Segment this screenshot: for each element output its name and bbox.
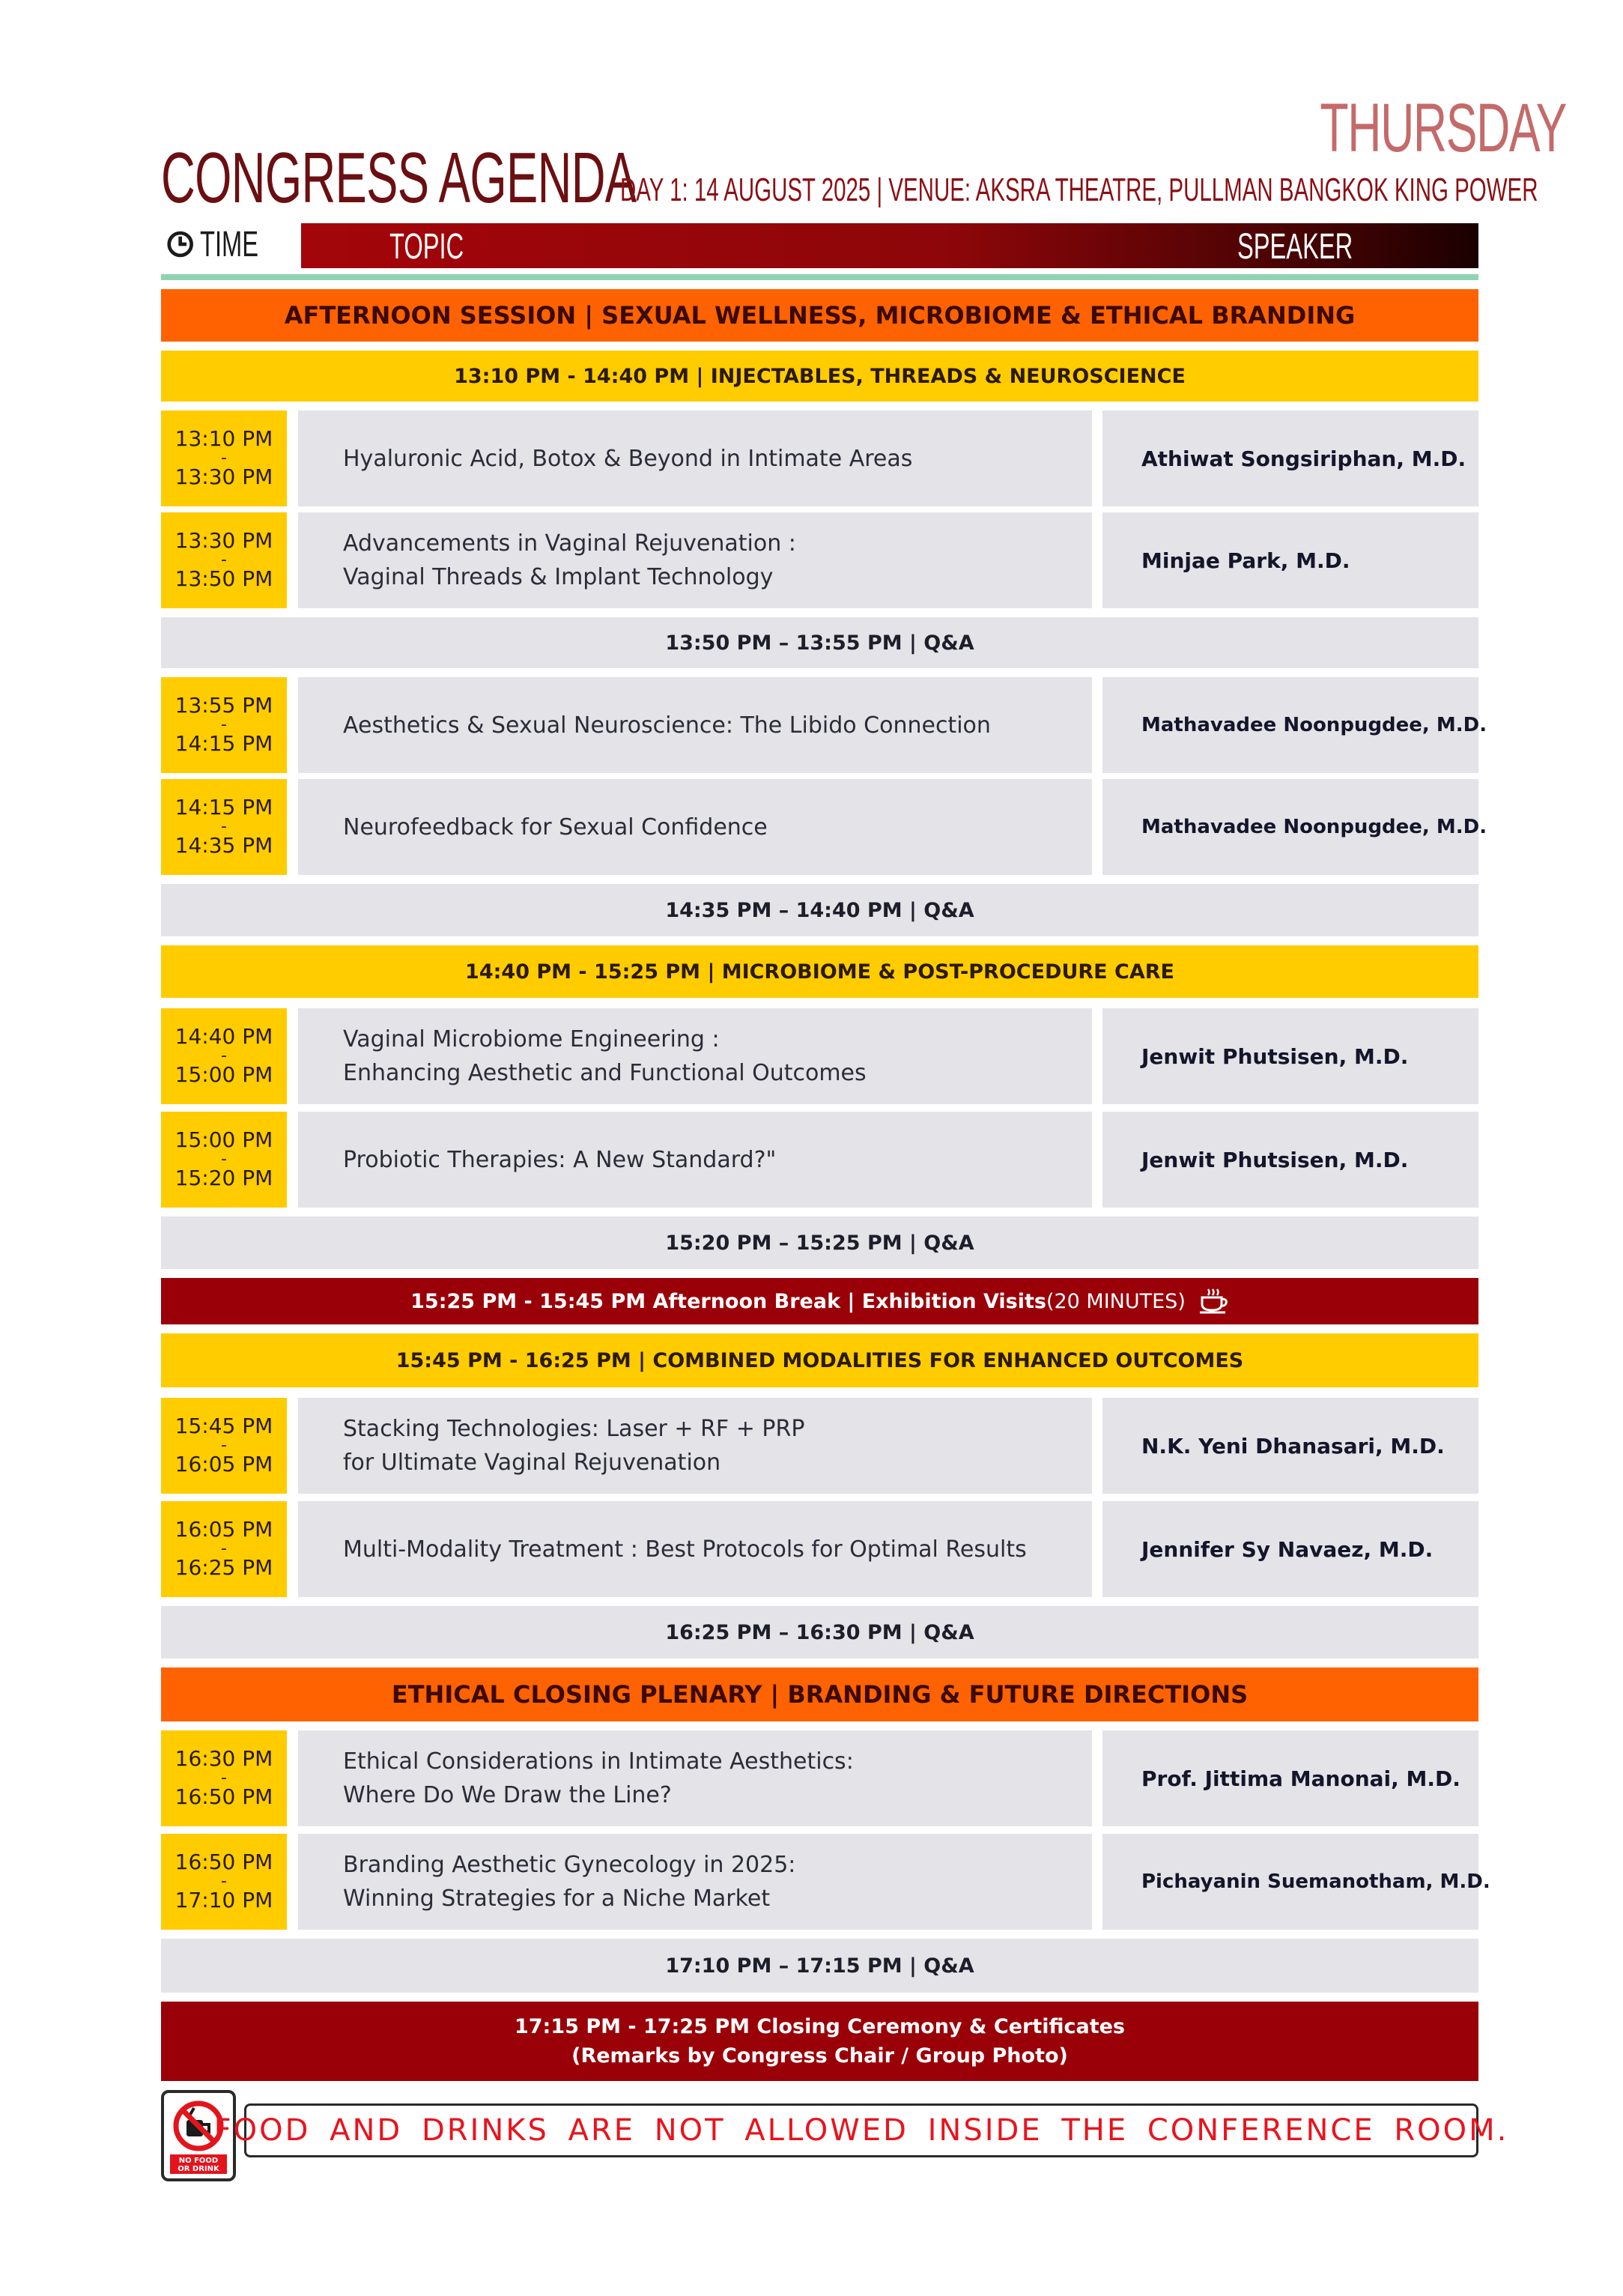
speaker-cell xyxy=(1102,1112,1478,1208)
topic-cell xyxy=(298,1112,1092,1208)
food-notice xyxy=(213,2103,1509,2157)
topic-line: Hyaluronic Acid, Botox & Beyond in Intimate Areas xyxy=(343,445,913,472)
speaker-cell xyxy=(1102,1501,1478,1597)
block-header-injectables xyxy=(161,351,1478,402)
topic-line-2: Winning Strategies for a Niche Market xyxy=(343,1885,771,1912)
end-time: 15:20 PM xyxy=(175,1165,273,1190)
topic-cell xyxy=(298,1730,1092,1826)
qa-row xyxy=(161,1939,1478,1993)
speaker-name: N.K. Yeni Dhanasari, M.D. xyxy=(1141,1433,1445,1459)
speaker-cell xyxy=(1102,1834,1490,1930)
topic-cell xyxy=(298,512,1092,608)
speaker-name: Mathavadee Noonpugdee, M.D. xyxy=(1141,816,1487,838)
column-header-bar xyxy=(301,223,1478,268)
speaker-cell xyxy=(1102,779,1487,875)
time-cell xyxy=(161,1730,287,1826)
session-header-afternoon xyxy=(161,289,1478,342)
end-time: 13:50 PM xyxy=(175,566,273,591)
speaker-cell xyxy=(1102,1008,1478,1104)
start-time: 16:05 PM xyxy=(175,1517,273,1542)
topic-cell xyxy=(298,779,1092,875)
sign-text-1: NO FOOD xyxy=(178,2157,219,2165)
end-time: 15:00 PM xyxy=(175,1061,273,1087)
time-separator: - xyxy=(221,1872,227,1891)
speaker-cell xyxy=(1102,1398,1478,1494)
start-time: 14:15 PM xyxy=(175,795,273,820)
block-header-label: 15:45 PM - 16:25 PM | COMBINED MODALITIES FOR ENHANCED OUTCOMES xyxy=(395,1348,1244,1372)
time-cell xyxy=(161,1834,287,1930)
speaker-name: Minjae Park, M.D. xyxy=(1141,548,1350,573)
closing-line-2: (Remarks by Congress Chair / Group Photo) xyxy=(571,2044,1068,2068)
clock-icon xyxy=(166,229,194,259)
topic-line-2: Enhancing Aesthetic and Functional Outcomes xyxy=(343,1060,867,1086)
time-column-header xyxy=(166,223,286,265)
topic-cell xyxy=(298,1834,1092,1930)
end-time: 16:50 PM xyxy=(175,1784,273,1809)
time-separator: - xyxy=(221,715,227,735)
qa-label: 13:50 PM – 13:55 PM | Q&A xyxy=(665,631,974,655)
page-subtitle: DAY 1: 14 AUGUST 2025 | VENUE: AKSRA THEATRE, PULLMAN BANGKOK KING POWER xyxy=(620,172,1538,208)
end-time: 17:10 PM xyxy=(175,1887,273,1912)
speaker-cell xyxy=(1102,677,1487,773)
topic-line: Multi-Modality Treatment : Best Protocols for Optimal Results xyxy=(343,1536,1027,1563)
block-header-label: 14:40 PM - 15:25 PM | MICROBIOME & POST-PROCEDURE CARE xyxy=(465,960,1174,984)
qa-row xyxy=(161,617,1478,668)
topic-line: Aesthetics & Sexual Neuroscience: The Libido Connection xyxy=(343,712,991,739)
start-time: 13:10 PM xyxy=(175,426,273,452)
time-cell xyxy=(161,1112,287,1208)
time-separator: - xyxy=(221,1150,227,1169)
speaker-cell xyxy=(1102,1730,1478,1826)
time-cell xyxy=(161,677,287,773)
topic-line: Branding Aesthetic Gynecology in 2025: xyxy=(343,1852,796,1878)
topic-line-2: Vaginal Threads & Implant Technology xyxy=(343,564,774,590)
speaker-cell xyxy=(1102,512,1478,608)
start-time: 13:55 PM xyxy=(175,693,273,718)
time-cell xyxy=(161,1398,287,1494)
session-header-label: ETHICAL CLOSING PLENARY | BRANDING & FUTURE DIRECTIONS xyxy=(391,1680,1249,1709)
sign-text-2: OR DRINK xyxy=(178,2165,219,2173)
speaker-name: Prof. Jittima Manonai, M.D. xyxy=(1141,1766,1460,1791)
break-row xyxy=(161,1278,1478,1324)
speaker-name: Jennifer Sy Navaez, M.D. xyxy=(1141,1536,1434,1562)
session-header-closing xyxy=(161,1668,1478,1721)
time-separator: - xyxy=(221,817,227,837)
qa-row xyxy=(161,884,1478,936)
start-time: 16:50 PM xyxy=(175,1850,273,1875)
end-time: 14:35 PM xyxy=(175,832,273,858)
qa-row xyxy=(161,1217,1478,1269)
topic-line: Advancements in Vaginal Rejuvenation : xyxy=(343,530,796,557)
break-label: 15:25 PM - 15:45 PM Afternoon Break | Exhibition Visits xyxy=(410,1289,1046,1313)
closing-line-1: 17:15 PM - 17:25 PM Closing Ceremony & Certificates xyxy=(514,2014,1126,2038)
food-notice-text: FOOD AND DRINKS ARE NOT ALLOWED INSIDE THE CONFERENCE ROOM. xyxy=(213,2113,1509,2148)
speaker-name: Jenwit Phutsisen, M.D. xyxy=(1141,1044,1409,1069)
topic-cell xyxy=(298,1008,1092,1104)
speaker-name: Mathavadee Noonpugdee, M.D. xyxy=(1141,714,1487,736)
topic-column-label: TOPIC xyxy=(389,227,464,267)
topic-cell xyxy=(298,1398,1092,1494)
topic-line: Probiotic Therapies: A New Standard?" xyxy=(343,1146,777,1173)
topic-line: Neurofeedback for Sexual Confidence xyxy=(343,814,768,840)
topic-line-2: Where Do We Draw the Line? xyxy=(343,1782,672,1808)
block-header-combined xyxy=(161,1333,1478,1387)
qa-row xyxy=(161,1606,1478,1659)
qa-label: 15:20 PM – 15:25 PM | Q&A xyxy=(665,1231,974,1255)
header-divider xyxy=(161,274,1478,280)
day-label: THURSDAY xyxy=(1320,90,1566,166)
end-time: 14:15 PM xyxy=(175,730,273,756)
start-time: 13:30 PM xyxy=(175,528,273,554)
qa-label: 17:10 PM – 17:15 PM | Q&A xyxy=(665,1954,974,1978)
topic-line: Vaginal Microbiome Engineering : xyxy=(343,1026,720,1052)
qa-label: 14:35 PM – 14:40 PM | Q&A xyxy=(665,898,974,922)
speaker-name: Jenwit Phutsisen, M.D. xyxy=(1141,1147,1409,1172)
speaker-name: Athiwat Songsiriphan, M.D. xyxy=(1141,446,1466,471)
coffee-cup-icon xyxy=(1198,1288,1229,1315)
closing-ceremony-row xyxy=(161,2002,1478,2081)
end-time: 13:30 PM xyxy=(175,464,273,489)
time-separator: - xyxy=(221,449,227,468)
start-time: 15:45 PM xyxy=(175,1414,273,1439)
time-column-label: TIME xyxy=(200,224,259,264)
time-cell xyxy=(161,1008,287,1104)
qa-label: 16:25 PM – 16:30 PM | Q&A xyxy=(665,1620,974,1644)
time-cell xyxy=(161,512,287,608)
time-cell xyxy=(161,1501,287,1597)
start-time: 16:30 PM xyxy=(175,1746,273,1772)
end-time: 16:25 PM xyxy=(175,1554,273,1580)
speaker-cell xyxy=(1102,411,1478,506)
time-cell xyxy=(161,779,287,875)
topic-line-2: for Ultimate Vaginal Rejuvenation xyxy=(343,1450,721,1476)
topic-cell xyxy=(298,677,1092,773)
speaker-column-label: SPEAKER xyxy=(1237,227,1353,267)
time-separator: - xyxy=(221,1436,227,1456)
speaker-name: Pichayanin Suemanotham, M.D. xyxy=(1141,1871,1490,1893)
break-duration: (20 MINUTES) xyxy=(1046,1289,1186,1313)
topic-cell xyxy=(298,411,1092,506)
time-cell xyxy=(161,411,287,506)
block-header-label: 13:10 PM - 14:40 PM | INJECTABLES, THREADS & NEUROSCIENCE xyxy=(454,364,1186,388)
time-separator: - xyxy=(221,1769,227,1788)
topic-line: Stacking Technologies: Laser + RF + PRP xyxy=(343,1416,805,1442)
time-separator: - xyxy=(221,1539,227,1559)
start-time: 15:00 PM xyxy=(175,1127,273,1153)
topic-cell xyxy=(298,1501,1092,1597)
page-title: CONGRESS AGENDA xyxy=(161,138,637,218)
topic-line: Ethical Considerations in Intimate Aesthetics: xyxy=(343,1748,854,1775)
start-time: 14:40 PM xyxy=(175,1024,273,1049)
end-time: 16:05 PM xyxy=(175,1451,273,1476)
session-header-label: AFTERNOON SESSION | SEXUAL WELLNESS, MICROBIOME & ETHICAL BRANDING xyxy=(284,301,1356,330)
time-separator: - xyxy=(221,551,227,570)
block-header-microbiome xyxy=(161,945,1478,998)
time-separator: - xyxy=(221,1046,227,1066)
